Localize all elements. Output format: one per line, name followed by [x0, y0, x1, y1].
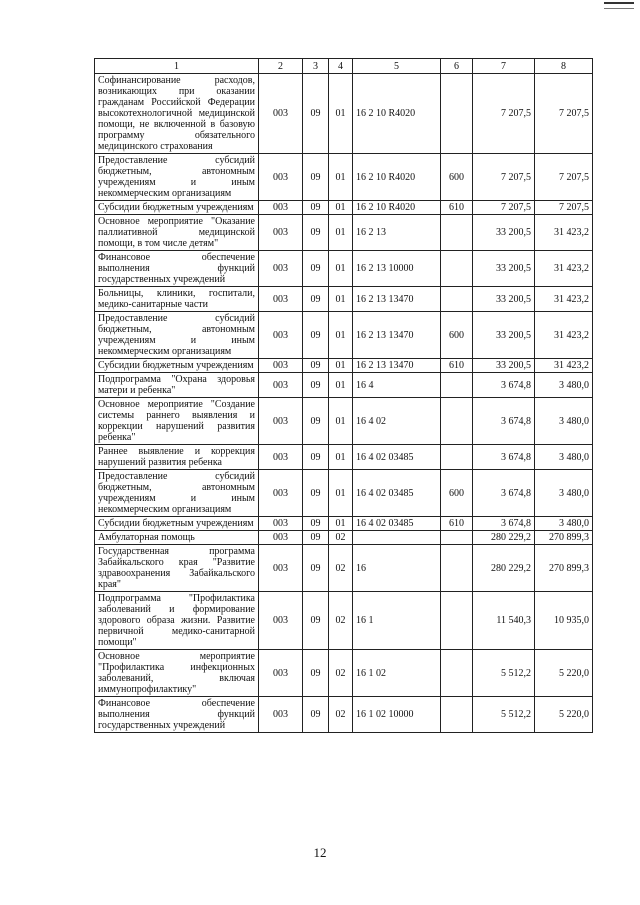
row-name: Основное мероприятие "Оказание паллиативной медицинской помощи, в том числе детям": [95, 215, 259, 251]
target-code: 16 2 13 13470: [353, 312, 441, 359]
amount-year-1: 33 200,5: [473, 287, 535, 312]
amount-year-2: 31 423,2: [535, 287, 593, 312]
subsection-code: 01: [329, 359, 353, 373]
admin-code: 003: [259, 592, 303, 650]
row-name: Предоставление субсидий бюджетным, автономным учреждениям и иным некоммерческим организациям: [95, 470, 259, 517]
amount-year-2: 31 423,2: [535, 359, 593, 373]
amount-year-1: 280 229,2: [473, 531, 535, 545]
table-row: [95, 517, 593, 531]
admin-code: 003: [259, 470, 303, 517]
amount-year-1: 3 674,8: [473, 470, 535, 517]
expense-type-code: [441, 592, 473, 650]
corner-mark: [604, 2, 634, 9]
table-row: [95, 154, 593, 201]
section-code: 09: [303, 470, 329, 517]
target-code: 16 2 13: [353, 215, 441, 251]
subsection-code: 01: [329, 201, 353, 215]
expense-type-code: 610: [441, 517, 473, 531]
expense-type-code: [441, 287, 473, 312]
row-name: Финансовое обеспечение выполнения функций государственных учреждений: [95, 251, 259, 287]
row-name: Подпрограмма "Охрана здоровья матери и ребенка": [95, 373, 259, 398]
amount-year-2: 270 899,3: [535, 545, 593, 592]
section-code: 09: [303, 312, 329, 359]
target-code: 16 1 02: [353, 650, 441, 697]
header-cell: 8: [535, 59, 593, 74]
target-code: 16 2 10 R4020: [353, 201, 441, 215]
subsection-code: 01: [329, 373, 353, 398]
expense-type-code: [441, 697, 473, 733]
row-name: Софинансирование расходов, возникающих при оказании гражданам Российской Федерации высокотехнологичной медицинской помощи, не включенной в базовую программу обязательного медицинского страхования: [95, 74, 259, 154]
amount-year-2: 3 480,0: [535, 470, 593, 517]
amount-year-1: 3 674,8: [473, 445, 535, 470]
amount-year-2: 7 207,5: [535, 74, 593, 154]
section-code: 09: [303, 650, 329, 697]
admin-code: 003: [259, 373, 303, 398]
budget-table: [94, 58, 593, 733]
header-cell: 6: [441, 59, 473, 74]
target-code: 16 4 02: [353, 398, 441, 445]
target-code: 16 4: [353, 373, 441, 398]
amount-year-2: 270 899,3: [535, 531, 593, 545]
table-row: [95, 398, 593, 445]
amount-year-2: 31 423,2: [535, 251, 593, 287]
row-name: Раннее выявление и коррекция нарушений развития ребенка: [95, 445, 259, 470]
admin-code: 003: [259, 287, 303, 312]
expense-type-code: 600: [441, 154, 473, 201]
table-row: [95, 470, 593, 517]
amount-year-1: 3 674,8: [473, 373, 535, 398]
expense-type-code: [441, 251, 473, 287]
target-code: 16 2 13 13470: [353, 287, 441, 312]
amount-year-1: 33 200,5: [473, 312, 535, 359]
target-code: 16 4 02 03485: [353, 445, 441, 470]
row-name: Основное мероприятие "Профилактика инфекционных заболеваний, включая иммунопрофилактику": [95, 650, 259, 697]
amount-year-2: 7 207,5: [535, 201, 593, 215]
row-name: Субсидии бюджетным учреждениям: [95, 359, 259, 373]
subsection-code: 01: [329, 312, 353, 359]
row-name: Больницы, клиники, госпитали, медико-санитарные части: [95, 287, 259, 312]
row-name: Предоставление субсидий бюджетным, автономным учреждениям и иным некоммерческим организациям: [95, 312, 259, 359]
section-code: 09: [303, 592, 329, 650]
expense-type-code: [441, 445, 473, 470]
amount-year-2: 5 220,0: [535, 697, 593, 733]
admin-code: 003: [259, 359, 303, 373]
amount-year-2: 7 207,5: [535, 154, 593, 201]
admin-code: 003: [259, 251, 303, 287]
table-row: [95, 545, 593, 592]
section-code: 09: [303, 74, 329, 154]
admin-code: 003: [259, 545, 303, 592]
amount-year-1: 33 200,5: [473, 251, 535, 287]
amount-year-2: 3 480,0: [535, 517, 593, 531]
amount-year-1: 3 674,8: [473, 517, 535, 531]
subsection-code: 01: [329, 398, 353, 445]
section-code: 09: [303, 287, 329, 312]
section-code: 09: [303, 697, 329, 733]
amount-year-2: 3 480,0: [535, 445, 593, 470]
expense-type-code: 610: [441, 359, 473, 373]
amount-year-1: 7 207,5: [473, 74, 535, 154]
row-name: Субсидии бюджетным учреждениям: [95, 517, 259, 531]
subsection-code: 01: [329, 74, 353, 154]
amount-year-2: 3 480,0: [535, 373, 593, 398]
target-code: 16 2 13 10000: [353, 251, 441, 287]
subsection-code: 01: [329, 251, 353, 287]
target-code: 16 1: [353, 592, 441, 650]
row-name: Субсидии бюджетным учреждениям: [95, 201, 259, 215]
table-row: [95, 592, 593, 650]
table-row: [95, 201, 593, 215]
header-cell: 3: [303, 59, 329, 74]
admin-code: 003: [259, 650, 303, 697]
expense-type-code: 610: [441, 201, 473, 215]
target-code: 16: [353, 545, 441, 592]
header-cell: 5: [353, 59, 441, 74]
target-code: 16 2 13 13470: [353, 359, 441, 373]
page-number: 12: [313, 845, 327, 860]
amount-year-1: 11 540,3: [473, 592, 535, 650]
section-code: 09: [303, 545, 329, 592]
target-code: 16 1 02 10000: [353, 697, 441, 733]
admin-code: 003: [259, 215, 303, 251]
target-code: 16 4 02 03485: [353, 517, 441, 531]
amount-year-1: 7 207,5: [473, 154, 535, 201]
table-row: [95, 215, 593, 251]
table-row: [95, 650, 593, 697]
expense-type-code: [441, 398, 473, 445]
section-code: 09: [303, 398, 329, 445]
admin-code: 003: [259, 445, 303, 470]
amount-year-2: 10 935,0: [535, 592, 593, 650]
amount-year-2: 3 480,0: [535, 398, 593, 445]
subsection-code: 02: [329, 545, 353, 592]
subsection-code: 02: [329, 650, 353, 697]
amount-year-1: 5 512,2: [473, 697, 535, 733]
section-code: 09: [303, 215, 329, 251]
header-cell: 1: [95, 59, 259, 74]
section-code: 09: [303, 531, 329, 545]
admin-code: 003: [259, 312, 303, 359]
admin-code: 003: [259, 154, 303, 201]
expense-type-code: 600: [441, 312, 473, 359]
section-code: 09: [303, 201, 329, 215]
table-row: [95, 697, 593, 733]
row-name: Амбулаторная помощь: [95, 531, 259, 545]
row-name: Государственная программа Забайкальского края "Развитие здравоохранения Забайкальского края": [95, 545, 259, 592]
subsection-code: 02: [329, 592, 353, 650]
amount-year-2: 31 423,2: [535, 312, 593, 359]
amount-year-1: 33 200,5: [473, 359, 535, 373]
amount-year-1: 7 207,5: [473, 201, 535, 215]
admin-code: 003: [259, 398, 303, 445]
admin-code: 003: [259, 74, 303, 154]
table-row: [95, 359, 593, 373]
table-row: [95, 312, 593, 359]
subsection-code: 01: [329, 287, 353, 312]
admin-code: 003: [259, 531, 303, 545]
target-code: 16 4 02 03485: [353, 470, 441, 517]
target-code: [353, 531, 441, 545]
row-name: Финансовое обеспечение выполнения функций государственных учреждений: [95, 697, 259, 733]
subsection-code: 01: [329, 154, 353, 201]
section-code: 09: [303, 373, 329, 398]
header-row: [95, 59, 593, 74]
subsection-code: 02: [329, 531, 353, 545]
table-row: [95, 531, 593, 545]
amount-year-1: 280 229,2: [473, 545, 535, 592]
amount-year-2: 5 220,0: [535, 650, 593, 697]
expense-type-code: 600: [441, 470, 473, 517]
row-name: Предоставление субсидий бюджетным, автономным учреждениям и иным некоммерческим организациям: [95, 154, 259, 201]
admin-code: 003: [259, 517, 303, 531]
amount-year-1: 33 200,5: [473, 215, 535, 251]
table-row: [95, 251, 593, 287]
subsection-code: 02: [329, 697, 353, 733]
amount-year-2: 31 423,2: [535, 215, 593, 251]
section-code: 09: [303, 445, 329, 470]
amount-year-1: 5 512,2: [473, 650, 535, 697]
row-name: Подпрограмма "Профилактика заболеваний и формирование здорового образа жизни. Развитие первичной медико-санитарной помощи": [95, 592, 259, 650]
amount-year-1: 3 674,8: [473, 398, 535, 445]
table-row: [95, 445, 593, 470]
section-code: 09: [303, 359, 329, 373]
section-code: 09: [303, 154, 329, 201]
expense-type-code: [441, 545, 473, 592]
expense-type-code: [441, 650, 473, 697]
expense-type-code: [441, 373, 473, 398]
table-row: [95, 287, 593, 312]
admin-code: 003: [259, 201, 303, 215]
expense-type-code: [441, 74, 473, 154]
admin-code: 003: [259, 697, 303, 733]
target-code: 16 2 10 R4020: [353, 154, 441, 201]
subsection-code: 01: [329, 445, 353, 470]
subsection-code: 01: [329, 215, 353, 251]
section-code: 09: [303, 517, 329, 531]
subsection-code: 01: [329, 517, 353, 531]
expense-type-code: [441, 215, 473, 251]
target-code: 16 2 10 R4020: [353, 74, 441, 154]
subsection-code: 01: [329, 470, 353, 517]
header-cell: 7: [473, 59, 535, 74]
row-name: Основное мероприятие "Создание системы раннего выявления и коррекции нарушений развития ребенка": [95, 398, 259, 445]
expense-type-code: [441, 531, 473, 545]
table-row: [95, 373, 593, 398]
table-row: [95, 74, 593, 154]
header-cell: 2: [259, 59, 303, 74]
section-code: 09: [303, 251, 329, 287]
header-cell: 4: [329, 59, 353, 74]
